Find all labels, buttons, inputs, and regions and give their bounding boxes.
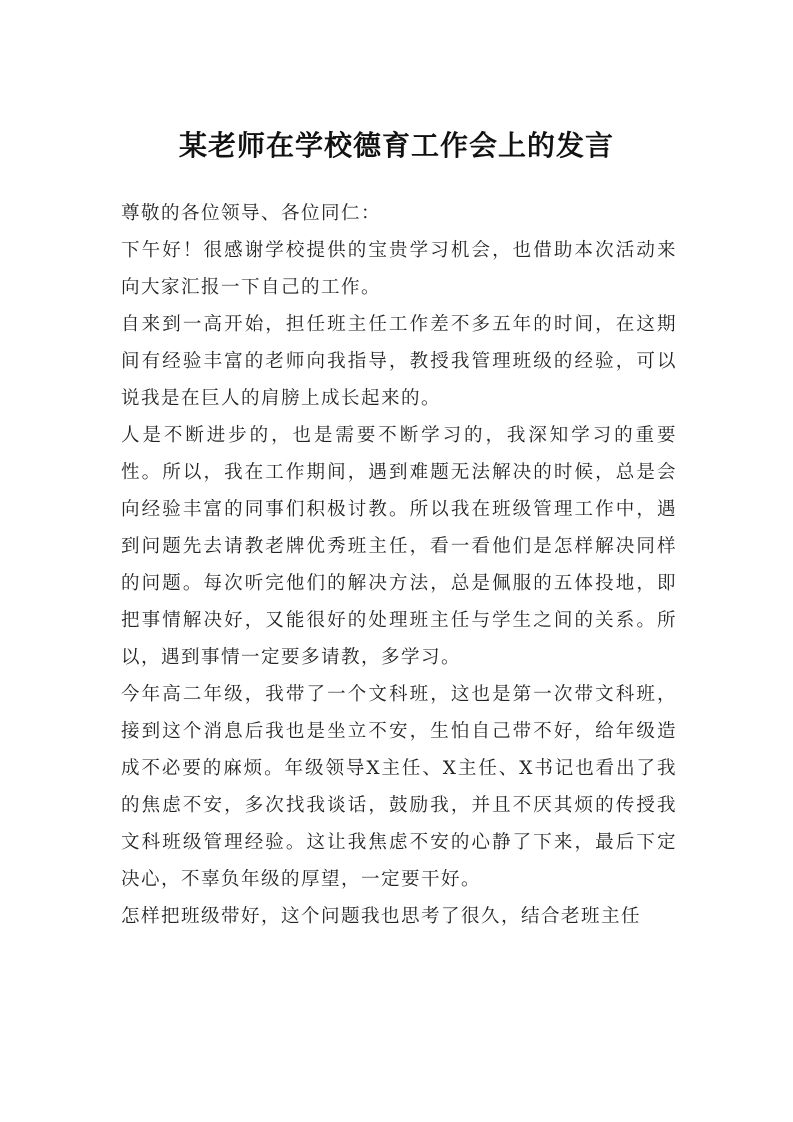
paragraph-salutation: 尊敬的各位领导、各位同仁： bbox=[121, 203, 382, 224]
paragraph-class-management: 怎样把班级带好，这个问题我也思考了很久，结合老班主任 bbox=[121, 906, 642, 927]
paragraph-learning: 人是不断进步的，也是需要不断学习的，我深知学习的重要性。所以，我在工作期间，遇到难题无法解决的时候，总是会向经验丰富的同事们积极讨教。所以我在班级管理工作中，遇到问题先去请教老牌优秀班主任，看一看他们是怎样解决同样的问题。每次听完他们的解决方法，总是佩服的五体投地，即把事情解决好，又能很好的处理班主任与学生之间的关系。所以，遇到事情一定要多请教，多学习。 bbox=[121, 425, 677, 668]
document-body bbox=[121, 195, 677, 935]
paragraph-greeting: 下午好！很感谢学校提供的宝贵学习机会，也借助本次活动来向大家汇报一下自己的工作。 bbox=[121, 240, 677, 298]
paragraph-liberal-arts-class: 今年高二年级，我带了一个文科班，这也是第一次带文科班，接到这个消息后我也是坐立不安，生怕自己带不好，给年级造成不必要的麻烦。年级领导X主任、X主任、X书记也看出了我的焦虑不安，多次找我谈话，鼓励我，并且不厌其烦的传授我文科班级管理经验。这让我焦虑不安的心静了下来，最后下定决心，不辜负年级的厚望，一定要干好。 bbox=[121, 684, 677, 890]
document-title: 某老师在学校德育工作会上的发言 bbox=[178, 129, 614, 162]
paragraph-experience: 自来到一高开始，担任班主任工作差不多五年的时间，在这期间有经验丰富的老师向我指导，教授我管理班级的经验，可以说我是在巨人的肩膀上成长起来的。 bbox=[121, 314, 677, 409]
